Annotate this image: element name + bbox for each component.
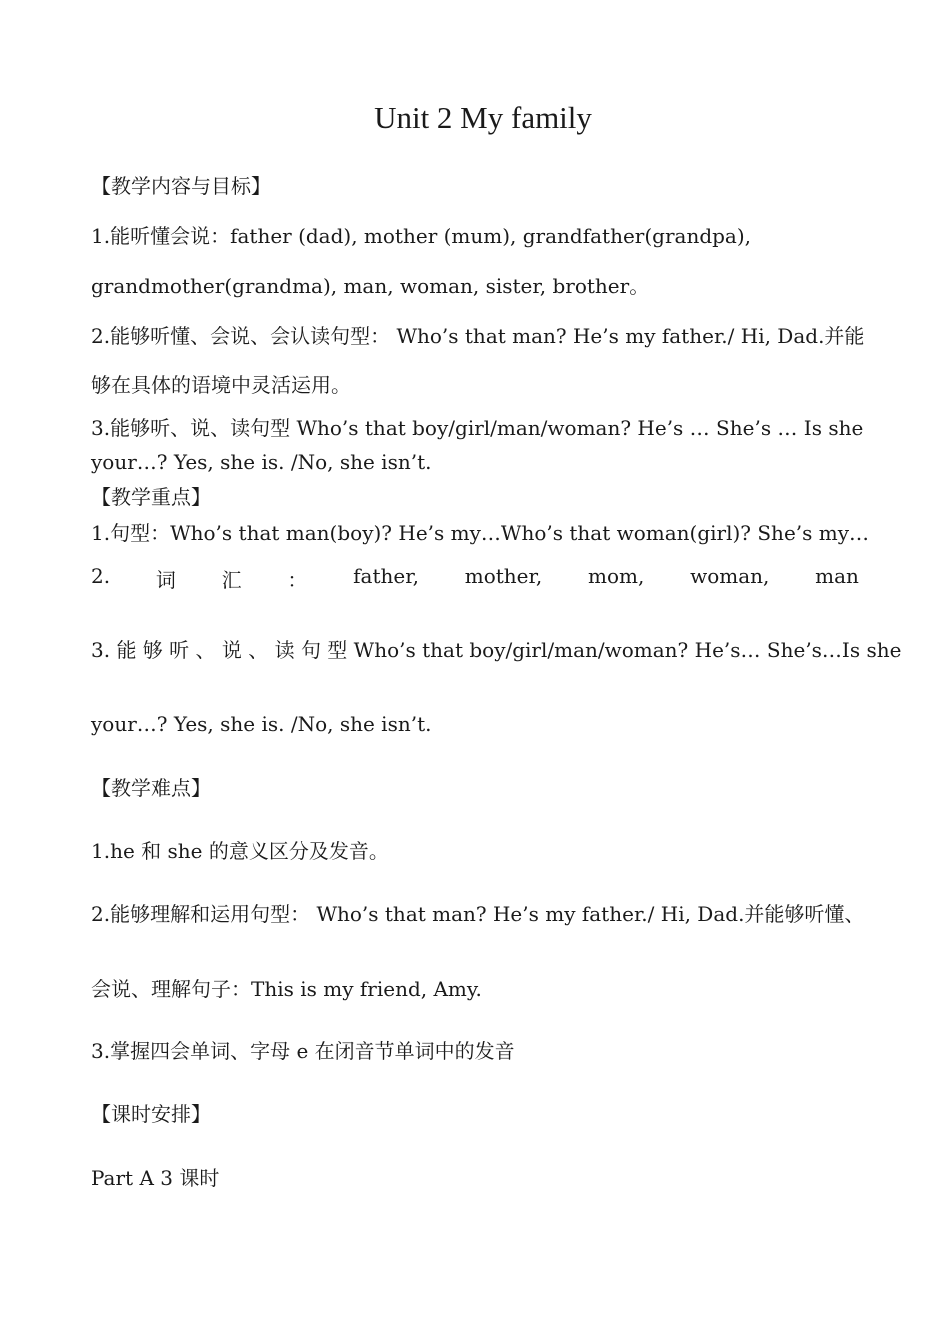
difficult-point-2-line-1: 2.能够理解和运用句型： Who’s that man? He’s my father./ Hi, Dad.并能够听懂、: [91, 902, 865, 926]
page-title: Unit 2 My family: [374, 100, 592, 135]
goals-heading: 【教学内容与目标】: [91, 174, 271, 198]
goal-1-line-2: grandmother(grandma), man, woman, sister, brother。: [91, 274, 650, 298]
goal-2-line-2: 够在具体的语境中灵活运用。: [91, 373, 351, 397]
key-point-2-word: father,: [353, 564, 419, 588]
key-point-3-line-1: 3. 能 够 听 、 说 、 读 句 型 Who’s that boy/girl/man/woman? He’s… She’s…Is she: [91, 638, 902, 662]
key-point-2: [91, 564, 859, 593]
goal-1-line-1: 1.能听懂会说：father (dad), mother (mum), grandfather(grandpa),: [91, 224, 752, 248]
key-point-2-word: 词: [155, 568, 176, 592]
goal-3-line-1: 3.能够听、说、读句型 Who’s that boy/girl/man/woman? He’s … She’s … Is she: [91, 416, 864, 440]
key-point-2-word: mom,: [587, 564, 645, 588]
key-point-3-line-2: your…? Yes, she is. /No, she isn’t.: [91, 712, 432, 736]
difficult-point-3: 3.掌握四会单词、字母 e 在闭音节单词中的发音: [91, 1039, 515, 1063]
key-point-2-word: man: [815, 564, 859, 588]
difficult-point-2-line-2: 会说、理解句子：This is my friend, Amy.: [91, 977, 482, 1001]
key-point-2-word: woman,: [690, 564, 770, 588]
key-point-2-word: 汇: [221, 568, 242, 592]
key-point-2-word: ：: [287, 568, 308, 592]
key-point-2-word: 2.: [91, 564, 111, 588]
goal-2-line-1: 2.能够听懂、会说、会认读句型： Who’s that man? He’s my father./ Hi, Dad.并能: [91, 324, 865, 348]
schedule-item-1: Part A 3 课时: [91, 1166, 220, 1190]
goal-3-line-2: your…? Yes, she is. /No, she isn’t.: [91, 450, 432, 474]
key-points-heading: 【教学重点】: [91, 485, 211, 509]
key-point-1: 1.句型：Who’s that man(boy)? He’s my…Who’s that woman(girl)? She’s my…: [91, 521, 870, 545]
key-point-2-word: mother,: [464, 564, 543, 588]
difficult-points-heading: 【教学难点】: [91, 776, 211, 800]
schedule-heading: 【课时安排】: [91, 1102, 211, 1126]
difficult-point-1: 1.he 和 she 的意义区分及发音。: [91, 839, 389, 863]
